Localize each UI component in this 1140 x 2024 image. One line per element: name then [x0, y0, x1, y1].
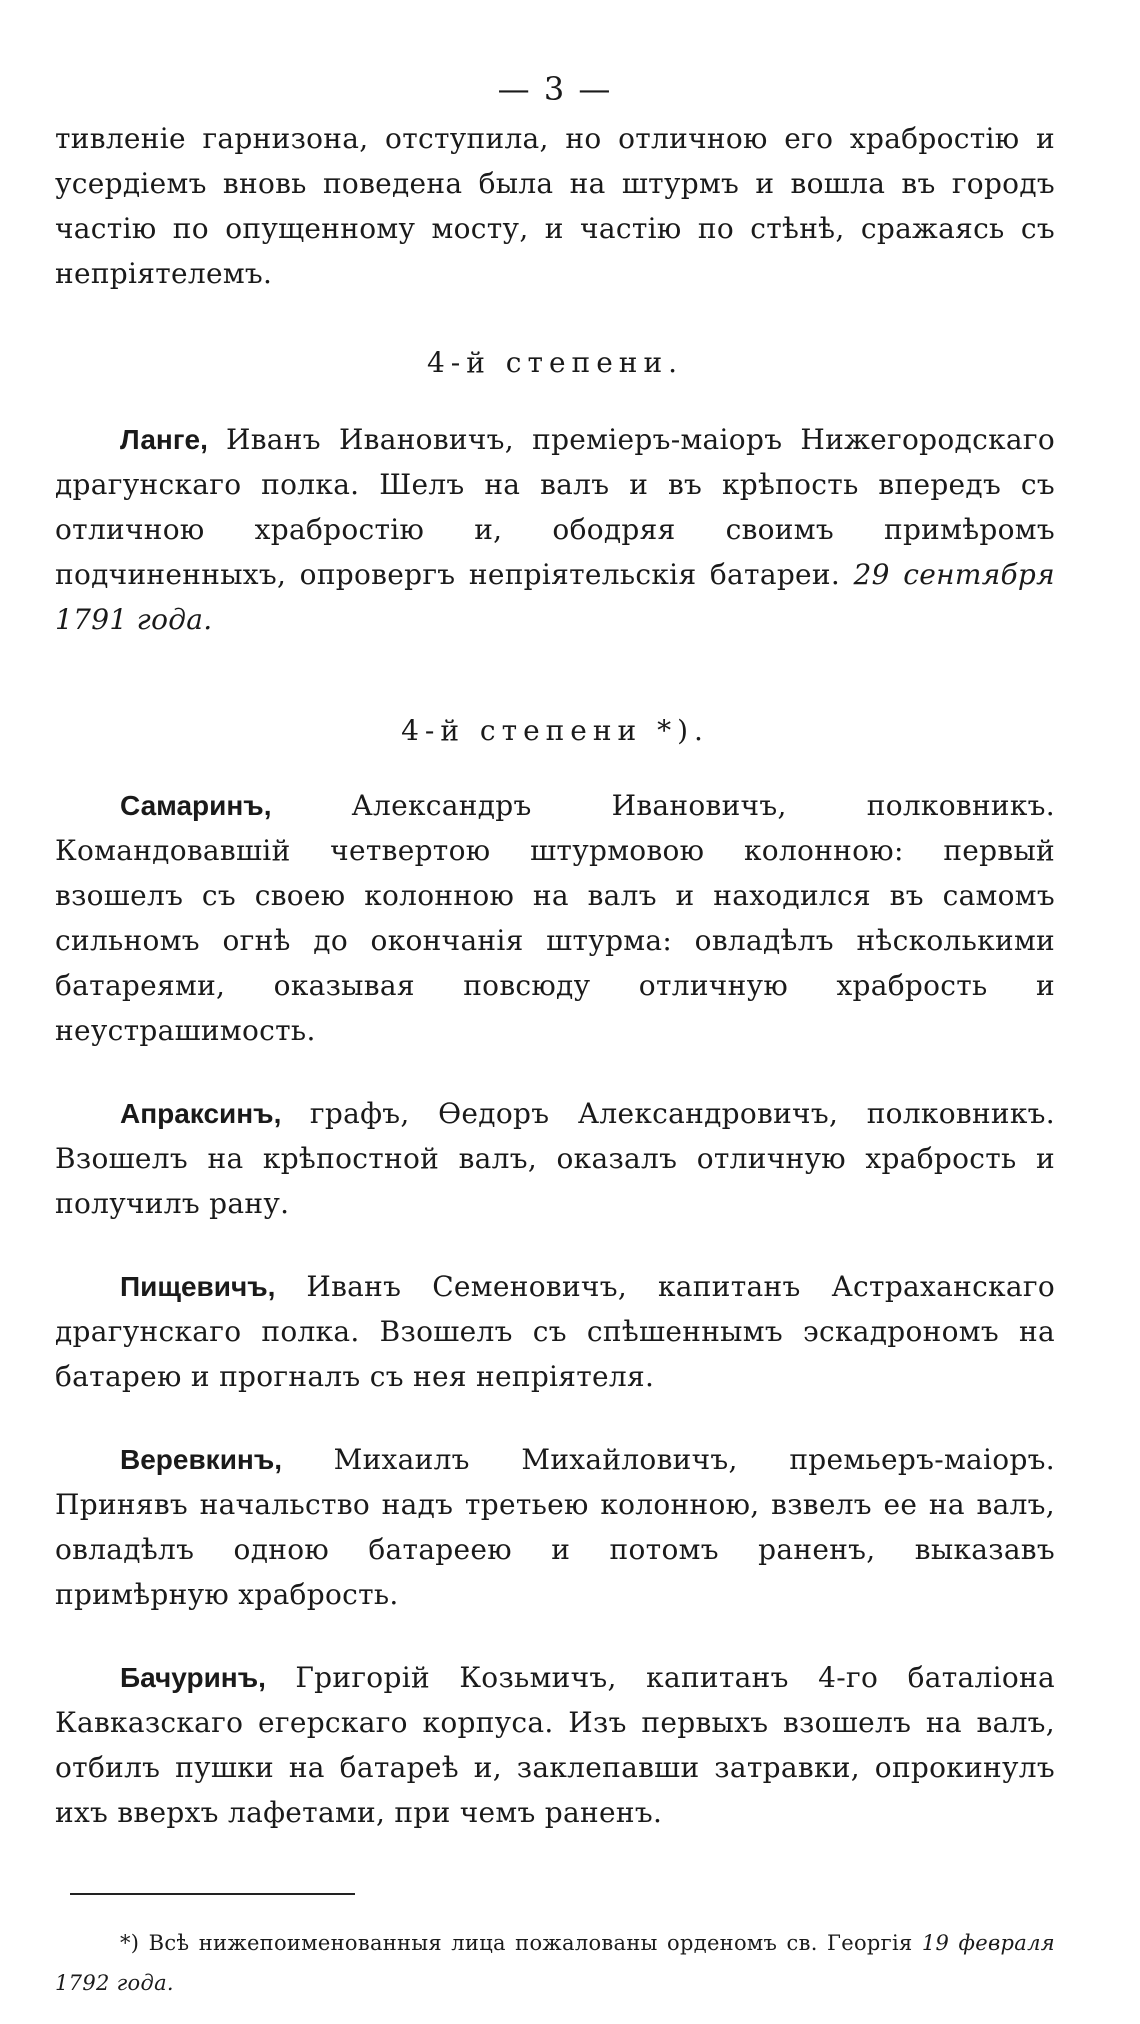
entry-bachurin [55, 1655, 1055, 1835]
footnote [55, 1923, 1055, 2003]
entry-date: 29 сентября 1791 года. [55, 558, 1055, 636]
section-heading-4th-degree-footnoted: 4-й степени *). [401, 714, 709, 747]
footnote-text: *) Всѣ нижепоименованныя лица пожалованы орденомъ св. Георгія [120, 1931, 922, 1955]
entry-name: Самаринъ, [120, 790, 272, 821]
entry-lange [55, 417, 1055, 642]
section-heading-4th-degree: 4-й степени. [426, 346, 684, 379]
entry-verevkin [55, 1437, 1055, 1617]
entry-text: Александръ Ивановичъ, полковникъ. Командовавшій четвертою штурмовою колонною: первый взошелъ съ своею колонною на валъ и находился въ самомъ сильномъ огнѣ до окончанія штурма: овладѣлъ нѣсколькими батареями, оказывая повсюду отличную храбрость и неустрашимость. [55, 789, 1055, 1047]
entry-pishchevich [55, 1264, 1055, 1399]
entry-text: Иванъ Ивановичъ, преміеръ-маіоръ Нижегородскаго драгунскаго полка. Шелъ на валъ и въ крѣпость впередъ съ отличною храбростію и, ободряя своимъ примѣромъ подчиненныхъ, опровергъ непріятельскія батареи. [55, 423, 1055, 591]
document-page [55, 70, 1055, 2024]
entry-name: Апраксинъ, [120, 1098, 282, 1129]
footnote-divider [70, 1893, 355, 1895]
entry-apraksin [55, 1091, 1055, 1226]
page-number: — 3 — [497, 70, 613, 108]
intro-paragraph: тивленіе гарнизона, отступила, но отличною его храбростію и усердіемъ вновь поведена была на штурмъ и вошла въ городъ частію по опущенному мосту, и частію по стѣнѣ, сражаясь съ непріятелемъ. [55, 122, 1055, 290]
entry-text: Михаилъ Михайловичъ, премьеръ-маіоръ. Принявъ начальство надъ третьею колонною, взвелъ ее на валъ, овладѣлъ одною батареею и потомъ раненъ, выказавъ примѣрную храбрость. [55, 1443, 1055, 1611]
entry-text: Григорій Козьмичъ, капитанъ 4-го баталіона Кавказскаго егерскаго корпуса. Изъ первыхъ взошелъ на валъ, отбилъ пушки на батареѣ и, заклепавши затравки, опрокинулъ ихъ вверхъ лафетами, при чемъ раненъ. [55, 1661, 1055, 1829]
entry-name: Ланге, [120, 424, 208, 455]
footnote-date: 19 февраля 1792 года. [55, 1931, 1055, 1995]
entry-text: Иванъ Семеновичъ, капитанъ Астраханскаго драгунскаго полка. Взошелъ съ спѣшеннымъ эскадрономъ на батарею и прогналъ съ нея непріятеля. [55, 1270, 1055, 1393]
entry-name: Веревкинъ, [120, 1444, 283, 1475]
entry-name: Бачуринъ, [120, 1662, 266, 1693]
entry-name: Пищевичъ, [120, 1271, 276, 1302]
entry-text: графъ, Өедоръ Александровичъ, полковникъ. Взошелъ на крѣпостной валъ, оказалъ отличную храбрость и получилъ рану. [55, 1097, 1055, 1220]
entry-samarin [55, 783, 1055, 1053]
